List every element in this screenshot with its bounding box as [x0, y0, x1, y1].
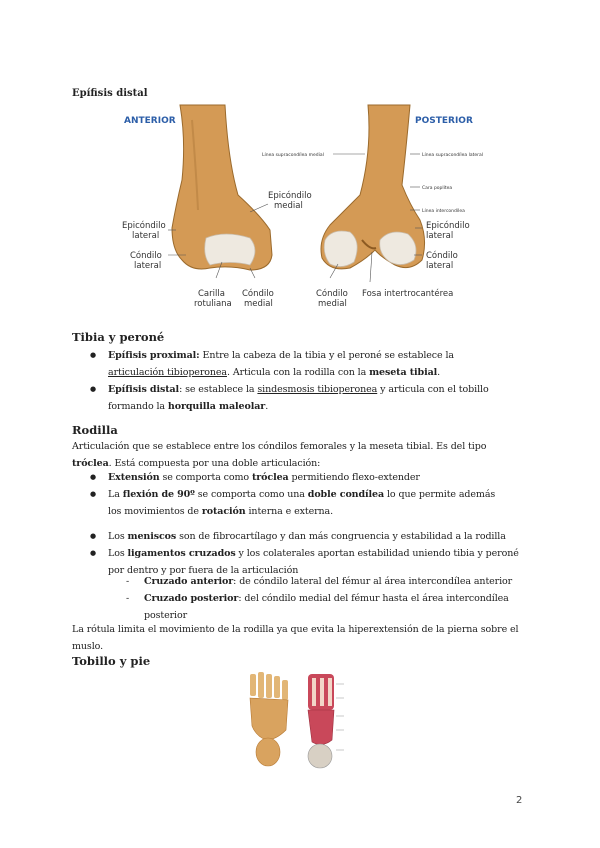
- foot-bones-drawing: [250, 672, 288, 766]
- label-epicondilo-medial-2: medial: [274, 201, 303, 211]
- label-condilo-lateral-r-2: lateral: [426, 261, 454, 271]
- posterior-label: POSTERIOR: [415, 116, 473, 126]
- femur-anterior-drawing: [172, 105, 272, 270]
- rodilla-list-2: [90, 528, 520, 579]
- tobillo-heading: Tobillo y pie: [72, 654, 151, 668]
- label-epicondilo-lateral-r-1: Epicóndilo: [426, 221, 470, 231]
- label-epicondilo-lateral-r-2: lateral: [426, 231, 454, 241]
- list-item: - Cruzado anterior: de cóndilo lateral del fémur al área intercondílea anterior: [122, 573, 542, 590]
- label-epicondilo-lateral-l-1: Epicóndilo: [122, 221, 166, 231]
- label-condilo-medial-r-2: medial: [318, 299, 347, 309]
- label-linea-medial: Línea supracondílea medial: [262, 153, 324, 158]
- list-item: - Cruzado posterior: del cóndilo medial del fémur hasta el área intercondílea posterior: [122, 590, 542, 624]
- label-linea-intercondilea: Línea intercondílea: [422, 209, 465, 214]
- label-fosa: Fosa intertrocantérea: [362, 289, 454, 299]
- epifisis-heading: Epífisis distal: [72, 88, 148, 99]
- label-condilo-lateral-r-1: Cóndilo: [426, 251, 458, 261]
- page-number: 2: [516, 795, 523, 806]
- anterior-label: ANTERIOR: [124, 116, 176, 126]
- label-condilo-medial-l-1: Cóndilo: [242, 289, 274, 299]
- foot-muscles-drawing: [308, 674, 334, 768]
- list-item: ● Epífisis distal: se establece la sindesmosis tibioperonea y articula con el tobillo formando la horquilla maleolar.: [90, 381, 510, 415]
- rodilla-closing: La rótula limita el movimiento de la rodilla ya que evita la hiperextensión de la pierna sobre el muslo.: [72, 624, 519, 652]
- label-carilla-1: Carilla: [198, 289, 225, 299]
- list-item: ● Los ligamentos cruzados y los colaterales aportan estabilidad uniendo tibia y peroné por dentro y por fuera de la articulación: [90, 545, 520, 579]
- label-condilo-medial-r-1: Cóndilo: [316, 289, 348, 299]
- label-condilo-lateral-l-2: lateral: [134, 261, 162, 271]
- label-carilla-2: rotuliana: [194, 299, 232, 309]
- tibia-list: [90, 347, 510, 415]
- femur-posterior-drawing: [321, 105, 425, 269]
- femur-distal-illustration: [110, 100, 500, 315]
- rodilla-heading: Rodilla: [72, 423, 118, 437]
- rodilla-intro: Articulación que se establece entre los cóndilos femorales y la meseta tibial. Es del tipo tróclea. Está compuesta por una doble articulación:: [72, 441, 487, 469]
- label-epicondilo-lateral-l-2: lateral: [132, 231, 160, 241]
- list-item: ● Extensión se comporta como tróclea permitiendo flexo-extender: [90, 469, 510, 486]
- label-condilo-medial-l-2: medial: [244, 299, 273, 309]
- rodilla-list: [90, 469, 510, 520]
- list-item: ● Los meniscos son de fibrocartílago y dan más congruencia y estabilidad a la rodilla: [90, 528, 520, 545]
- label-epicondilo-medial-1: Epicóndilo: [268, 191, 312, 201]
- list-item: ● Epífisis proximal: Entre la cabeza de la tibia y el peroné se establece la articulación tibioperonea. Articula con la rodilla con la meseta tibial.: [90, 347, 510, 381]
- cruzados-list: [122, 573, 542, 624]
- list-item: ● La flexión de 90º se comporta como una doble condílea lo que permite además los movimientos de rotación interna e externa.: [90, 486, 510, 520]
- label-linea-lateral: Línea supracondílea lateral: [422, 153, 484, 158]
- tibia-heading: Tibia y peroné: [72, 330, 165, 344]
- foot-illustration: [236, 670, 366, 772]
- label-cara-poplitea: Cara poplítea: [422, 186, 453, 191]
- label-condilo-lateral-l-1: Cóndilo: [130, 251, 162, 261]
